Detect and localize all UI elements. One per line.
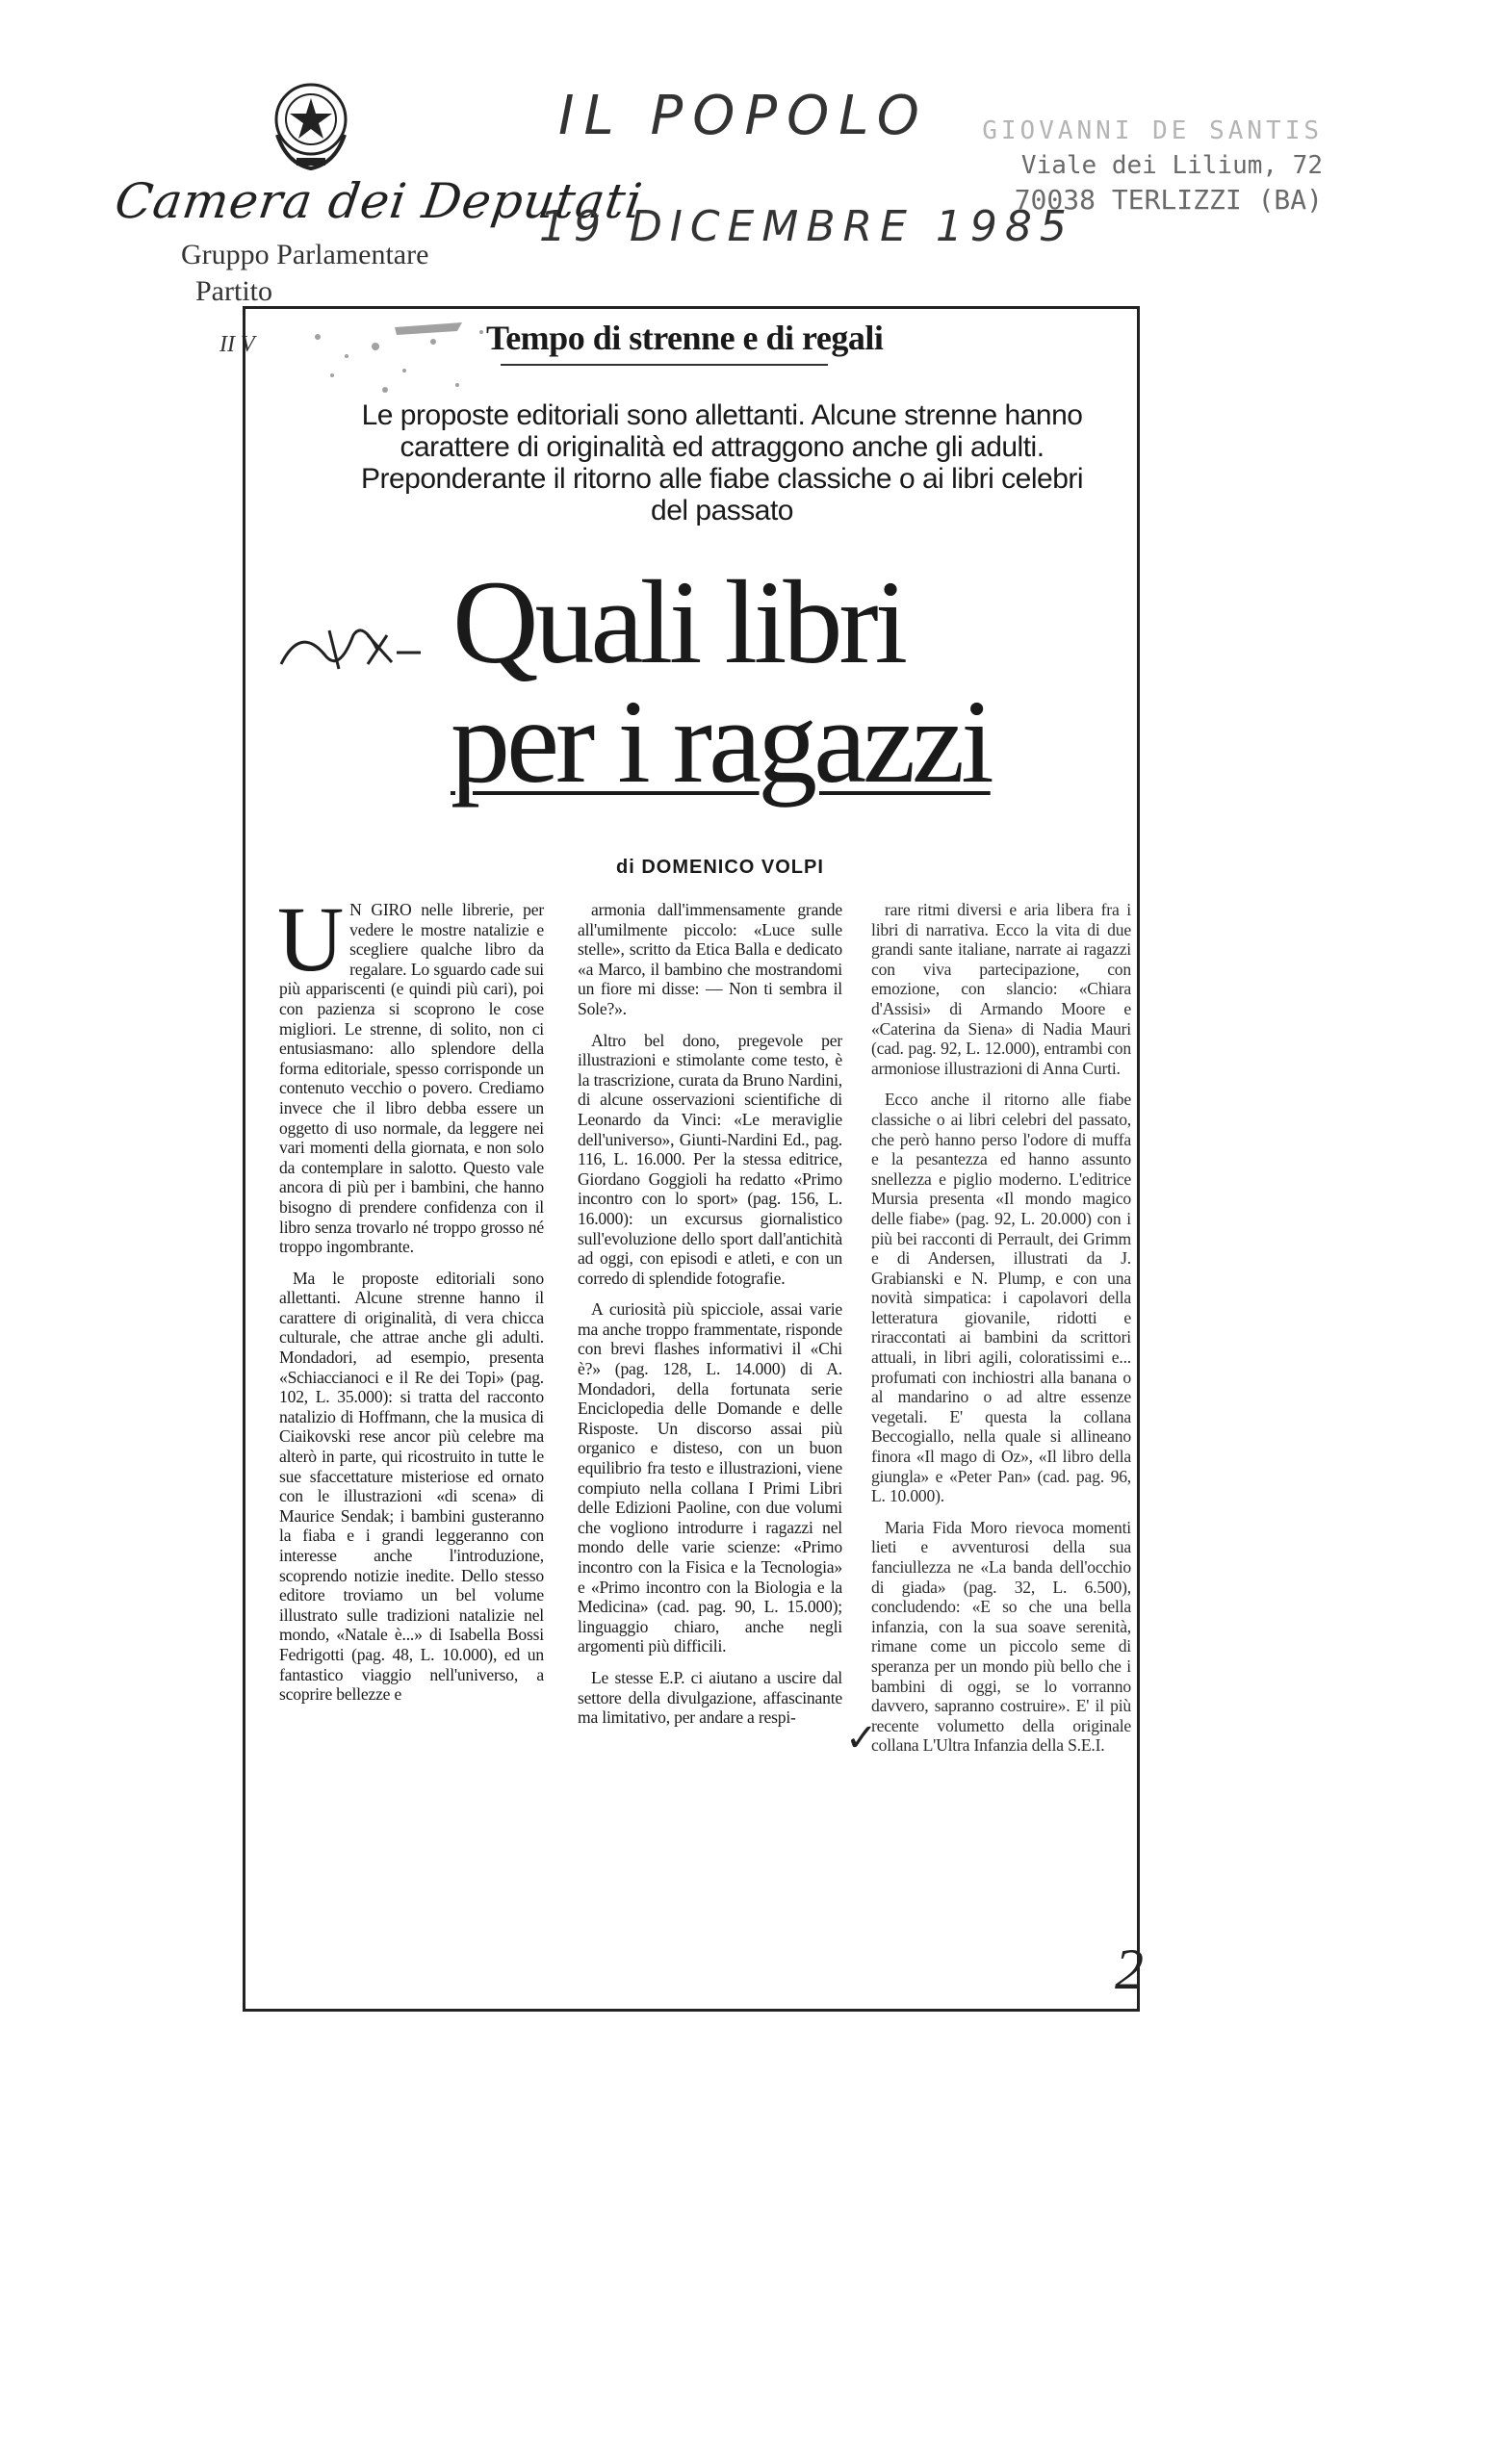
column-3-paragraph: Maria Fida Moro rievoca momenti lieti e avventurosi della sua fanciullezza ne «La banda dell'occhio di giada» (pag. 32, L. 6.500), concludendo: «E so che una bella infanzia, con la sua soave serenità, rimane come un piccolo seme di speranza per un mondo più bello che i bambini di oggi, se lo vorranno davvero, sapranno costruire». E' il più recente volumetto della originale collana L'Ultra Infanzia della S.E.I. xyxy=(871,1517,1131,1756)
article-kicker: Tempo di strenne e di regali xyxy=(486,319,884,357)
headline-line-1: Quali libri xyxy=(452,556,905,688)
stamp-street-line: Viale dei Lilium, 72 xyxy=(1020,151,1323,180)
handwritten-newspaper-name: IL POPOLO xyxy=(558,85,929,147)
handwritten-scribble-mark xyxy=(271,616,426,683)
stamp-name-line: GIOVANNI DE SANTIS xyxy=(982,116,1323,145)
handwritten-page-number: 2 xyxy=(1115,1938,1144,2001)
column-1-paragraph: U N GIRO nelle librerie, per vedere le mostre natalizie e scegliere qualche libro da regalare. Lo sguardo cade sui più appariscenti (e quindi più cari), poi con pazienza si scoprono le cose migliori. Le strenne, di solito, non ci entusiasmano: allo splendore della forma editoriale, spesso corrisponde un contenuto vecchio o povero. Crediamo invece che il libro debba essere un oggetto di uso normale, da leggere nei vari momenti della giornata, e non solo da contemplare in salotto. Questo vale ancora di più per i bambini, che hanno bisogno di prendere confidenza con il libro senza trovarlo né troppo grosso né troppo ingombrante. xyxy=(277,887,544,1257)
stamp-city-line: 70038 TERLIZZI (BA) xyxy=(1014,184,1323,216)
article-summary: Le proposte editoriali sono allettanti. Alcune strenne hanno carattere di originalità ed attraggono anche gli adulti. Preponderante il ritorno alle fiabe classiche o ai libri celebri del passato xyxy=(360,399,1084,526)
column-2-paragraph: Altro bel dono, pregevole per illustrazioni e stimolante come testo, è la trascrizione, curata da Bruno Nardini, di alcune osservazioni scientifiche di Leonardo da Vinci: «Le meraviglie dell'universo», Giunti-Nardini Ed., pag. 116, L. 16.000. Per la stessa editrice, Giordano Goggioli ha redatto «Primo incontro con lo sport» (pag. 156, L. 16.000): un excursus giornalistico sull'evoluzione dello sport dall'antichità ad oggi, con episodi e atleti, e con un corredo di splendide fotografie. xyxy=(578,1030,842,1288)
column-2-paragraph: armonia dall'immensamente grande all'umilmente piccolo: «Luce sulle stelle», scritto da Etica Balla e dedicato «a Marco, il bambino che mostrandomi un fiore mi disse: — Non ti sembra il Sole?». xyxy=(578,900,842,1018)
article-column-2 xyxy=(578,900,842,1739)
drop-cap: U xyxy=(277,887,345,990)
column-3-paragraph: Ecco anche il ritorno alle fiabe classiche o ai libri celebri del passato, che però hanno perso l'odore di muffa e la pesantezza ed hanno assunto snellezza e piglio moderno. L'editrice Mursia presenta «Il mondo magico delle fiabe» (pag. 92, L. 20.000) con i più bei racconti di Perrault, dei Grimm e di Andersen, illustrati da J. Grabianski e N. Plump, e con una novità simpatica: i capolavori della letteratura giovanile, ridotti e riraccontati ai bambini da scrittori attuali, in libri agili, coloratissimi e... profumati con inchiostri alla banana o al mandarino o ad altre essenze vegetali. E' questa la collana Beccogiallo, nella quale si allineano finora «Il mago di Oz», «Il libro della giungla» e «Peter Pan» (cad. pag. 96, L. 10.000). xyxy=(871,1090,1131,1506)
handwritten-checkmark: ✓ xyxy=(845,1716,878,1759)
group-label: Gruppo Parlamentare xyxy=(181,239,429,270)
column-1-paragraph: Ma le proposte editoriali sono allettanti. Alcune strenne hanno il carattere di originalità, di vera chicca culturale, che attrae anche gli adulti. Mondadori, ad esempio, presenta «Schiaccianoci e il Re dei Topi» (pag. 102, L. 35.000): si tratta del racconto natalizio di Hoffmann, che la musica di Ciaikovski rese ancor più celebre ma alterò in parte, qui ricostruito in tutte le sue sfaccettature misteriose ed ornato con le illustrazioni «di scena» di Maurice Sendak; i bambini gusteranno la fiaba e i grandi leggeranno con interesse anche l'introduzione, scoprendo notizie inedite. Dello stesso editore troviamo un bel volume illustrato sulle tradizioni natalizie nel mondo, «Natale è...» di Isabella Bossi Fedrigotti (pag. 48, L. 10.000), ed un fantastico viaggio nell'universo, a scoprire bellezze e xyxy=(279,1268,544,1705)
headline-line-2: per i ragazzi xyxy=(451,676,991,808)
article-byline: di DOMENICO VOLPI xyxy=(616,857,824,878)
kicker-underline xyxy=(501,364,828,366)
address-stamp xyxy=(982,114,1323,218)
institution-name: Camera dei Deputati xyxy=(111,173,647,229)
party-label: Partito xyxy=(195,275,272,307)
column-3-paragraph: rare ritmi diversi e aria libera fra i libri di narrativa. Ecco la vita di due grandi sante italiane, narrate ai ragazzi con viva partecipazione, con emozione, con slancio: «Chiara d'Assisi» di Armando Moore e «Caterina da Siena» di Nadia Mauri (cad. pag. 92, L. 12.000), entrambi con armoniose illustrazioni di Anna Curti. xyxy=(871,900,1131,1078)
page-marker: II V xyxy=(219,332,255,357)
article-column-1 xyxy=(277,887,544,1716)
column-2-paragraph: A curiosità più spicciole, assai varie ma anche troppo frammentate, risponde con brevi flashes informativi il «Chi è?» (pag. 128, L. 14.000) di A. Mondadori, della fortunata serie Enciclopedia delle Domande e delle Risposte. Un discorso assai più organico e disteso, con un buon equilibrio fra testo e illustrazioni, viene compiuto nella collana I Primi Libri delle Edizioni Paoline, con due volumi che vogliono introdurre i ragazzi nel mondo delle varie scienze: «Primo incontro con la Fisica e la Tecnologia» e «Primo incontro con la Biologia e la Medicina» (cad. pag. 90, L. 15.000); linguaggio chiaro, anche negli argomenti più difficili. xyxy=(578,1299,842,1656)
column-2-paragraph: Le stesse E.P. ci aiutano a uscire dal settore della divulgazione, affascinante ma limitativo, per andare a respi- xyxy=(578,1667,842,1728)
italian-republic-emblem-icon xyxy=(268,77,354,173)
article-headline xyxy=(451,556,1049,808)
article-column-3 xyxy=(871,900,1131,1767)
handwritten-date: 19 DICEMBRE 1985 xyxy=(539,202,1074,251)
